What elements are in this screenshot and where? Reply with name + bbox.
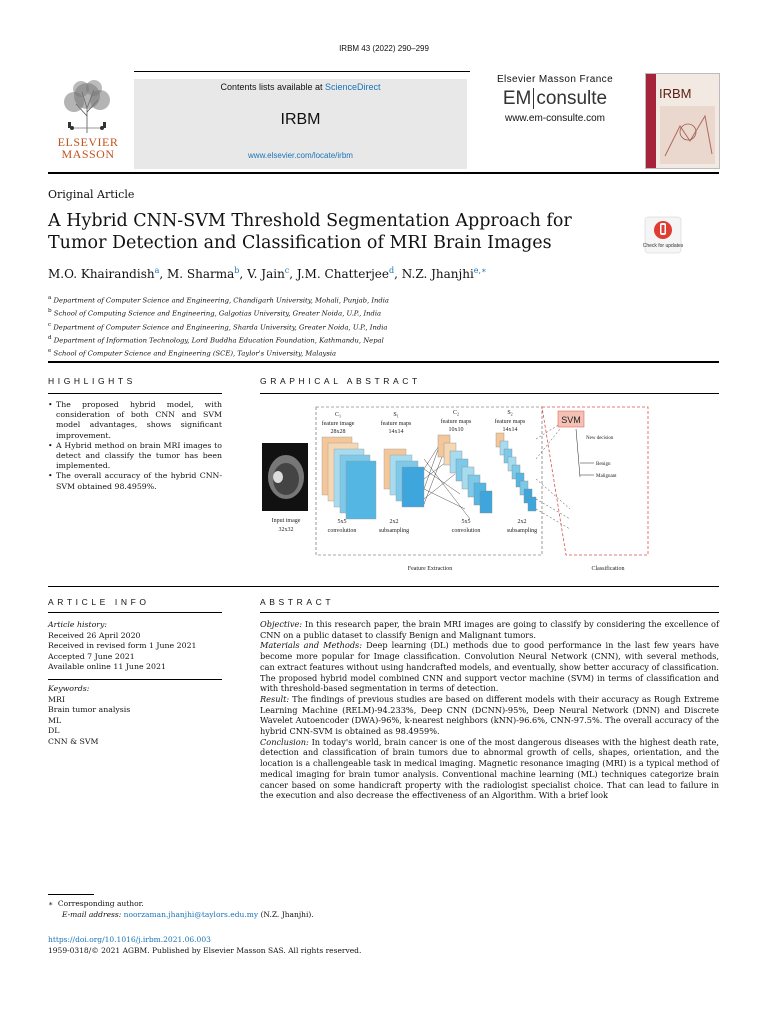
article-info [48,620,228,748]
publisher-logo-text [48,136,128,160]
c1-desc: feature image [321,421,355,427]
s1-label: $S_1$ [393,412,399,419]
c1-label: $C_1$ [334,412,342,419]
affiliation: $^b$ School of Computing Science and Engineering, Galgotias University, Greater Noida, U.P., India [48,308,382,318]
email-link[interactable]: noorzaman.jhanjhi@taylors.edu.my [123,910,259,919]
c2-label: $C_2$ [452,410,460,417]
abstract-heading: ABSTRACT [260,597,335,607]
crossmark-label: Check for updates [642,243,684,249]
op2-size: 2x2 [389,519,399,525]
highlight-item: • The proposed hybrid model, with consideration of both CNN and SVM model advantages, shows significant improvement. [56,400,222,441]
keyword: CNN & SVM [48,736,99,746]
article-info-heading: ARTICLE INFO [48,597,150,607]
author[interactable]: M.O. Khairandish$^a$, [48,266,167,281]
affiliation-rule [48,361,719,363]
history-item: Accepted 7 June 2021 [48,651,135,661]
abstract-result: Result: The findings of previous studies are based on different models with their accuracy as Rough Extreme Learning Machine (RELM)-94.233%, Deep CNN (DCNN)-95%, Deep Neural Network (DNN) and Discrete Wavelet Autoencoder (DWA)-96%, k-nearest neighbors (kNN)-96.6%, CNN-97.5%. The overall accuracy of the hybrid CNN-SVM is obtained as 98.4959%. [260,693,719,737]
decision-line [576,429,580,477]
cover-title: IRBM [659,86,692,101]
keyword: ML [48,715,62,725]
malignant-label: Malignant [596,474,617,479]
author[interactable]: V. Jain$^c$, [247,266,297,281]
publisher-logo-line1: ELSEVIER [57,135,119,149]
op1-size: 5x5 [337,519,347,525]
copyright: 1959-0318/© 2021 AGBM. Published by Elsevier Masson SAS. All rights reserved. [48,946,362,955]
affiliation: $^d$ Department of Information Technology, Lord Buddha Education Foundation, Kathmandu, Nepal [48,334,384,345]
c2-feature-stack [438,435,492,513]
corresponding-author-note: ∗ Corresponding author. [48,899,144,908]
op3-label: convolution [451,528,481,534]
classification-frame [542,407,648,555]
keywords-rule [48,679,222,680]
op4-size: 2x2 [517,519,527,525]
header-top-rule [134,71,470,72]
em-consulte-block [470,74,640,124]
history-label: Article history: [48,620,108,629]
graphical-abstract-figure [260,399,650,577]
journal-reference: IRBM 43 (2022) 290–299 [339,44,429,53]
benign-label: Benign [596,462,611,467]
em-consulte-logo [470,88,640,110]
s1-size: 14x14 [388,429,404,435]
journal-url-link[interactable]: www.elsevier.com/locate/irbm [248,151,353,160]
op2-label: subsampling [378,528,410,534]
highlight-item: • The overall accuracy of the hybrid CNN-SVM obtained 98.4959%. [56,471,222,491]
c1-feature-stack [322,437,376,519]
contents-available [134,82,467,92]
footnote [48,898,314,920]
email-line: E-mail address: noorzaman.jhanjhi@taylors.edu.my (N.Z. Jhanjhi). [62,910,314,919]
journal-name: IRBM [280,111,321,128]
journal-cover-thumbnail [645,73,720,169]
s2-size: 14x14 [502,427,518,433]
c2-desc: feature maps [440,419,472,425]
footnote-rule [48,894,94,895]
keyword: Brain tumor analysis [48,705,131,715]
c2-size: 10x10 [448,427,464,433]
history-item: Received 26 April 2020 [48,630,141,640]
affiliation: $^e$ School of Computer Science and Engineering (SCE), Taylor's University, Malaysia [48,348,337,358]
new-decision-label: New decision [586,436,614,441]
highlights-heading: HIGHLIGHTS [48,376,136,386]
abstract-rule [260,612,719,613]
article-info-rule [48,612,222,613]
affiliation: $^c$ Department of Computer Science and Engineering, Sharda University, Greater Noida, U.P., India [48,321,388,331]
em-url[interactable]: www.em-consulte.com [504,113,606,124]
doi-block [48,934,361,956]
keyword: MRI [48,694,65,704]
c1-size: 28x28 [330,429,346,435]
highlight-item: • A Hybrid method on brain MRI images to detect and classify the tumor has been implemented. [56,441,222,472]
s1-feature-stack [384,449,424,507]
op3-size: 5x5 [461,519,471,525]
keyword: DL [48,726,60,736]
history-item: Received in revised form 1 June 2021 [48,641,197,651]
keywords-label: Keywords: [48,683,90,693]
em-publisher-line: Elsevier Masson France [496,74,614,85]
input-size-label: 32x32 [278,527,294,533]
article-title: A Hybrid CNN-SVM Threshold Segmentation Approach for Tumor Detection and Classification of MRI Brain Images [48,211,572,253]
feature-extraction-label: Feature Extraction [407,566,453,572]
em-logo-left: EM [502,88,532,109]
abstract-methods: Materials and Methods: Deep learning (DL) methods due to good performance in the last few years have become more popular for Image classification. Convolution Neural Network (CNN), with several methods, can extract features without using handcrafted models, and eventually, show better accuracy of classification. The proposed hybrid model combined CNN and support vector machine (SVM) in terms of classification and with threshold-based segmentation in terms of detection. [260,640,719,694]
op1-label: convolution [327,528,357,534]
publisher-logo-line2: MASSON [61,147,115,161]
crossmark-icon [642,217,684,253]
history-item: Available online 11 June 2021 [48,662,166,672]
doi-link[interactable]: https://doi.org/10.1016/j.irbm.2021.06.003 [48,935,211,944]
s2-label: $S_2$ [507,410,513,417]
svm-label: SVM [561,415,581,425]
sciencedirect-link[interactable]: ScienceDirect [325,82,381,92]
cover-illustration-icon [660,106,715,164]
s2-desc: feature maps [494,419,526,425]
op4-label: subsampling [506,528,538,534]
s2-feature-stack [496,433,536,511]
check-for-updates-badge[interactable] [642,217,684,253]
article-type: Original Article [48,188,135,201]
author[interactable]: N.Z. Jhanjhi$^{e,∗}$ [401,266,487,281]
graphical-abstract-bottom-rule [48,586,719,587]
author-list [48,266,487,281]
highlights-list [48,400,222,492]
classification-label: Classification [591,566,625,572]
graphical-abstract-heading: GRAPHICAL ABSTRACT [260,376,421,386]
abstract-conclusion: Conclusion: In today's world, brain cancer is one of the most dangerous diseases with the highest death rate, detection and classification of brain tumors due to abnormal growth of cells, shapes, orientation, and the location is a challengeable task in medical imaging. Magnetic resonance imaging (MRI) is a typical method of medical imaging for brain tumor analysis. Conventional machine learning (ML) techniques categorize brain cancer based on some handicraft property with the radiologist specialist choice. That can lead to failure in the execution and also decrease the effectiveness of an Algorithm. With a brief look [260,736,719,801]
cover-stripe [646,74,656,168]
author[interactable]: M. Sharma$^b$, [167,266,248,281]
highlights-rule [48,393,222,394]
graphical-abstract-rule [260,393,719,394]
input-label: Input image [271,518,301,524]
s1-desc: feature maps [380,421,412,427]
abstract-body [260,619,719,801]
tree-icon [54,78,120,134]
affiliation: $^a$ Department of Computer Science and Engineering, Chandigarh University, Mohali, Punjab, India [48,295,389,305]
journal-header-box [134,79,467,169]
em-logo-right: consulte [536,88,608,109]
header-bottom-rule [48,172,719,174]
contents-available-text: Contents lists available at [220,82,326,92]
author[interactable]: J.M. Chatterjee$^d$, [296,266,402,281]
affiliation-list [48,293,608,359]
abstract-objective: Objective: In this research paper, the brain MRI images are going to classify by considering the excellence of CNN on a public dataset to classify Benign and Malignant tumors. [260,619,719,640]
elsevier-logo [48,78,128,170]
